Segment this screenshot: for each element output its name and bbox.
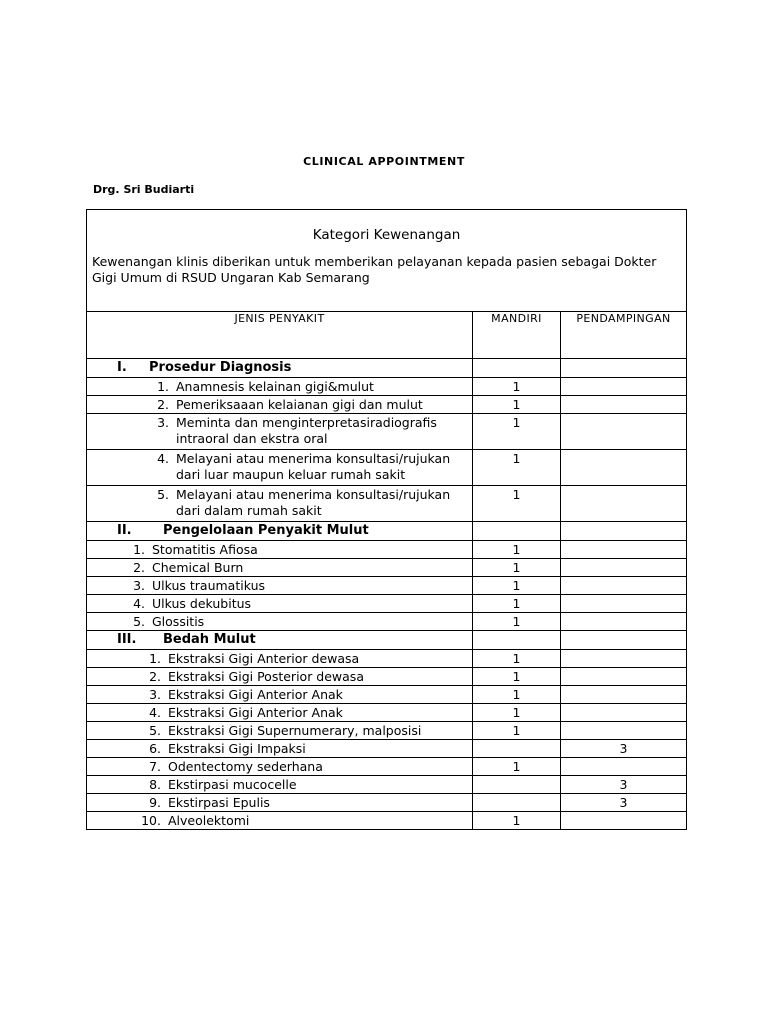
mandiri-cell (473, 450, 561, 486)
item-number: 4. (133, 596, 145, 611)
section-row (87, 359, 687, 378)
list-item (87, 722, 472, 739)
mandiri-value: 1 (512, 560, 521, 575)
pendampingan-cell (561, 559, 687, 577)
section-title-cell (87, 522, 473, 541)
pendampingan-cell (561, 686, 687, 704)
item-text: Ekstraksi Gigi Anterior dewasa (168, 651, 360, 666)
item-text: Pemeriksaaan kelaianan gigi dan mulut (176, 397, 423, 412)
category-title: Kategori Kewenangan (312, 227, 461, 243)
list-item (87, 595, 472, 612)
item-number: 1. (149, 651, 161, 666)
header-jenis-penyakit: JENIS PENYAKIT (87, 312, 473, 359)
item-text: Glossitis (152, 614, 205, 629)
item-text: Ekstraksi Gigi Anterior Anak (168, 687, 343, 702)
table-row (87, 577, 687, 595)
mandiri-cell (473, 595, 561, 613)
mandiri-value: 1 (512, 415, 521, 430)
document-title: CLINICAL APPOINTMENT (303, 155, 465, 168)
section-mandiri-cell (473, 359, 561, 378)
mandiri-value: 1 (512, 397, 521, 412)
table-row (87, 414, 687, 450)
mandiri-value (473, 740, 560, 741)
mandiri-cell (473, 740, 561, 758)
category-row (87, 210, 687, 312)
item-cell (87, 559, 473, 577)
list-item (87, 378, 472, 395)
pendampingan-value (561, 559, 686, 560)
mandiri-value: 1 (512, 669, 521, 684)
item-text: Stomatitis Afiosa (152, 542, 258, 557)
item-number: 4. (157, 451, 169, 466)
table-row (87, 559, 687, 577)
table-row (87, 486, 687, 522)
item-cell (87, 668, 473, 686)
item-number: 1. (133, 542, 145, 557)
item-text: Ekstirpasi Epulis (168, 795, 270, 810)
item-number: 4. (149, 705, 161, 720)
section-number: II. (117, 523, 132, 538)
mandiri-value: 1 (512, 723, 521, 738)
list-item (87, 740, 472, 757)
item-text: Melayani atau menerima konsultasi/rujukan dari dalam rumah sakit (176, 487, 451, 518)
item-cell (87, 650, 473, 668)
item-cell (87, 740, 473, 758)
table-row (87, 650, 687, 668)
section-title (87, 359, 472, 377)
pendampingan-value (561, 414, 686, 415)
list-item (87, 450, 472, 483)
mandiri-value: 1 (512, 813, 521, 828)
section-title (87, 631, 472, 649)
list-item (87, 758, 472, 775)
mandiri-cell (473, 414, 561, 450)
section-number: I. (117, 360, 127, 375)
item-cell (87, 486, 473, 522)
item-number: 2. (133, 560, 145, 575)
pendampingan-value (561, 704, 686, 705)
pendampingan-cell (561, 704, 687, 722)
item-text: Anamnesis kelainan gigi&mulut (176, 379, 374, 394)
pendampingan-value (561, 613, 686, 614)
pendampingan-cell (561, 577, 687, 595)
mandiri-value (473, 794, 560, 795)
pendampingan-cell (561, 396, 687, 414)
item-number: 3. (149, 687, 161, 702)
item-text: Ekstraksi Gigi Impaksi (168, 741, 306, 756)
pendampingan-value: 3 (619, 741, 628, 756)
pendampingan-value (561, 486, 686, 487)
mandiri-value: 1 (512, 651, 521, 666)
item-text: Melayani atau menerima konsultasi/rujukan dari luar maupun keluar rumah sakit (176, 451, 451, 482)
item-text: Ekstraksi Gigi Posterior dewasa (168, 669, 364, 684)
pendampingan-value: 3 (619, 777, 628, 792)
list-item (87, 812, 472, 829)
document-author: Drg. Sri Budiarti (93, 183, 195, 196)
mandiri-value: 1 (512, 705, 521, 720)
section-number: III. (117, 632, 137, 647)
header-mandiri: MANDIRI (473, 312, 561, 359)
table-row (87, 686, 687, 704)
list-item (87, 414, 472, 447)
section-title-text: Pengelolaan Penyakit Mulut (163, 523, 369, 538)
pendampingan-cell (561, 740, 687, 758)
mandiri-value: 1 (512, 542, 521, 557)
item-cell (87, 378, 473, 396)
table-row (87, 794, 687, 812)
table-row (87, 704, 687, 722)
mandiri-cell (473, 559, 561, 577)
pendampingan-cell (561, 668, 687, 686)
item-cell (87, 794, 473, 812)
pendampingan-value (561, 812, 686, 813)
mandiri-value: 1 (512, 687, 521, 702)
pendampingan-value (561, 722, 686, 723)
item-cell (87, 577, 473, 595)
pendampingan-cell (561, 776, 687, 794)
item-text: Ulkus dekubitus (152, 596, 252, 611)
table-row (87, 378, 687, 396)
section-pendampingan-cell (561, 359, 687, 378)
table-row (87, 776, 687, 794)
pendampingan-value (561, 541, 686, 542)
item-text: Ekstirpasi mucocelle (168, 777, 297, 792)
pendampingan-cell (561, 378, 687, 396)
pendampingan-cell (561, 414, 687, 450)
section-pendampingan-cell (561, 522, 687, 541)
pendampingan-cell (561, 595, 687, 613)
mandiri-cell (473, 686, 561, 704)
pendampingan-value (561, 686, 686, 687)
list-item (87, 559, 472, 576)
section-row (87, 522, 687, 541)
pendampingan-cell (561, 722, 687, 740)
category-description: Kewenangan klinis diberikan untuk memberikan pelayanan kepada pasien sebagai Dokter Gigi Umum di RSUD Ungaran Kab Semarang (92, 254, 657, 285)
pendampingan-value (561, 650, 686, 651)
pendampingan-value (561, 396, 686, 397)
item-text: Ekstraksi Gigi Supernumerary, malposisi (168, 723, 422, 738)
mandiri-cell (473, 668, 561, 686)
item-number: 10. (141, 813, 161, 828)
item-text: Chemical Burn (152, 560, 244, 575)
list-item (87, 577, 472, 594)
item-text: Ulkus traumatikus (152, 578, 266, 593)
pendampingan-cell (561, 541, 687, 559)
pendampingan-cell (561, 794, 687, 812)
item-cell (87, 722, 473, 740)
table-row (87, 812, 687, 830)
table-row (87, 758, 687, 776)
list-item (87, 650, 472, 667)
mandiri-value: 1 (512, 578, 521, 593)
mandiri-cell (473, 378, 561, 396)
list-item (87, 396, 472, 413)
mandiri-cell (473, 650, 561, 668)
mandiri-cell (473, 812, 561, 830)
item-number: 2. (157, 397, 169, 412)
item-number: 3. (157, 415, 169, 430)
list-item (87, 668, 472, 685)
pendampingan-value: 3 (619, 795, 628, 810)
category-cell (87, 210, 687, 312)
table-row (87, 613, 687, 631)
item-cell (87, 414, 473, 450)
item-cell (87, 450, 473, 486)
mandiri-cell (473, 722, 561, 740)
item-number: 8. (149, 777, 161, 792)
item-cell (87, 686, 473, 704)
mandiri-value (473, 776, 560, 777)
list-item (87, 794, 472, 811)
item-cell (87, 541, 473, 559)
list-item (87, 686, 472, 703)
pendampingan-cell (561, 650, 687, 668)
pendampingan-value (561, 758, 686, 759)
table-row (87, 740, 687, 758)
item-cell (87, 812, 473, 830)
table-row (87, 450, 687, 486)
pendampingan-cell (561, 486, 687, 522)
section-title-text: Prosedur Diagnosis (149, 360, 292, 375)
section-title (87, 522, 472, 540)
section-title-cell (87, 359, 473, 378)
mandiri-cell (473, 776, 561, 794)
item-cell (87, 776, 473, 794)
list-item (87, 704, 472, 721)
section-mandiri-cell (473, 631, 561, 650)
item-number: 6. (149, 741, 161, 756)
mandiri-value: 1 (512, 614, 521, 629)
list-item (87, 486, 472, 519)
table-row (87, 722, 687, 740)
mandiri-value: 1 (512, 596, 521, 611)
pendampingan-value (561, 378, 686, 379)
mandiri-cell (473, 758, 561, 776)
section-pendampingan-cell (561, 631, 687, 650)
table-row (87, 595, 687, 613)
pendampingan-cell (561, 613, 687, 631)
pendampingan-value (561, 595, 686, 596)
mandiri-value: 1 (512, 379, 521, 394)
mandiri-value: 1 (512, 759, 521, 774)
item-cell (87, 595, 473, 613)
list-item (87, 613, 472, 630)
item-text: Alveolektomi (168, 813, 250, 828)
mandiri-cell (473, 577, 561, 595)
section-title-cell (87, 631, 473, 650)
mandiri-cell (473, 396, 561, 414)
pendampingan-value (561, 668, 686, 669)
table-row (87, 396, 687, 414)
pendampingan-value (561, 450, 686, 451)
item-number: 5. (149, 723, 161, 738)
item-number: 5. (157, 487, 169, 502)
header-pendampingan: PENDAMPINGAN (561, 312, 687, 359)
section-title-text: Bedah Mulut (163, 632, 256, 647)
mandiri-cell (473, 541, 561, 559)
item-cell (87, 758, 473, 776)
table-row (87, 668, 687, 686)
section-mandiri-cell (473, 522, 561, 541)
table-row (87, 541, 687, 559)
item-number: 1. (157, 379, 169, 394)
mandiri-cell (473, 613, 561, 631)
section-row (87, 631, 687, 650)
item-cell (87, 613, 473, 631)
mandiri-cell (473, 486, 561, 522)
list-item (87, 541, 472, 558)
pendampingan-cell (561, 812, 687, 830)
item-cell (87, 396, 473, 414)
item-text: Odentectomy sederhana (168, 759, 323, 774)
item-cell (87, 704, 473, 722)
header-row (87, 312, 687, 359)
pendampingan-cell (561, 450, 687, 486)
pendampingan-cell (561, 758, 687, 776)
item-text: Ekstraksi Gigi Anterior Anak (168, 705, 343, 720)
item-number: 3. (133, 578, 145, 593)
clinical-appointment-table (86, 209, 687, 830)
mandiri-cell (473, 704, 561, 722)
mandiri-cell (473, 794, 561, 812)
pendampingan-value (561, 577, 686, 578)
mandiri-value: 1 (512, 487, 521, 502)
item-text: Meminta dan menginterpretasiradiografis intraoral dan ekstra oral (176, 415, 437, 446)
item-number: 9. (149, 795, 161, 810)
list-item (87, 776, 472, 793)
item-number: 5. (133, 614, 145, 629)
mandiri-value: 1 (512, 451, 521, 466)
item-number: 2. (149, 669, 161, 684)
item-number: 7. (149, 759, 161, 774)
